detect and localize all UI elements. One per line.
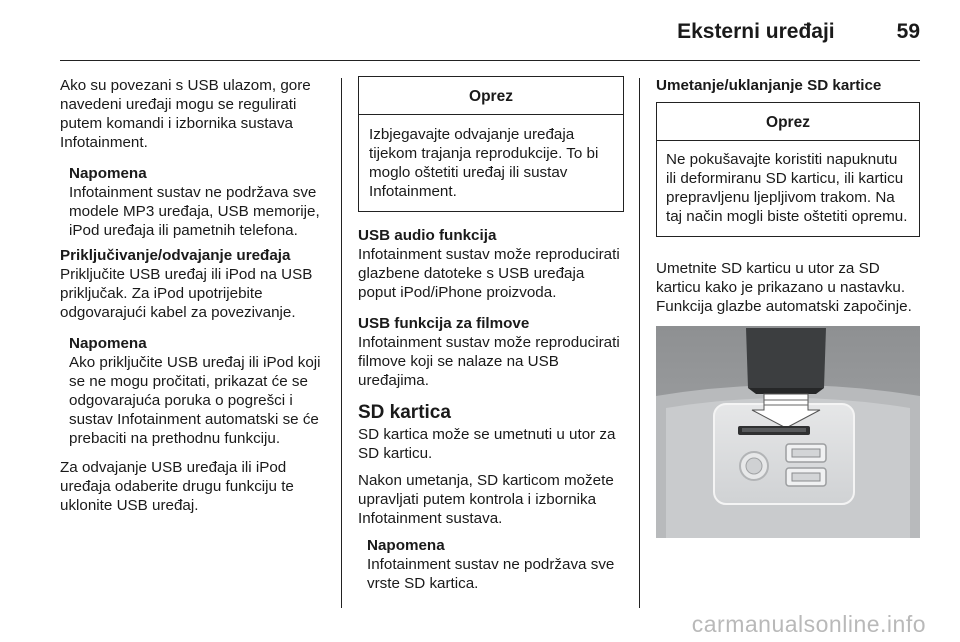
header-divider	[60, 60, 920, 61]
caution-box-playback	[358, 76, 624, 212]
sd-card-title: SD kartica	[358, 402, 451, 423]
sd-insert-paragraph: Umetnite SD karticu u utor za SD karticu kako je prikazano u nastavku. Funkcija glazbe automatski započinje.	[656, 260, 912, 315]
column-3	[656, 76, 920, 538]
column-divider-2	[639, 78, 640, 608]
usb-movie-paragraph: Infotainment sustav može reproducirati filmove koji se nalaze na USB uređajima.	[358, 334, 620, 389]
column-1	[60, 76, 326, 527]
column-2	[358, 76, 624, 599]
note-mp3-support	[60, 164, 326, 240]
caution-body: Izbjegavajte odvajanje uređaja tijekom trajanja reprodukcije. To bi moglo oštetiti uređaj ili sustav Infotainment.	[369, 126, 599, 200]
page-title: Eksterni uređaji	[677, 20, 835, 43]
sd-card-paragraph-2: Nakon umetanja, SD karticom možete upravljati putem kontrola i izbornika Infotainment sustava.	[358, 472, 614, 527]
sd-card-slot-illustration	[656, 326, 920, 538]
usb-audio-heading: USB audio funkcija	[358, 227, 497, 244]
connect-heading: Priključivanje/odvajanje uređaja	[60, 247, 291, 264]
caution-body: Ne pokušavajte koristiti napuknutu ili deformiranu SD karticu, ili karticu prepravljenu ljepljivom trakom. Na taj način mogli biste oštetiti opremu.	[666, 151, 908, 225]
usb-audio-paragraph: Infotainment sustav može reproducirati glazbene datoteke s USB uređaja poput iPod/iPhone proizvoda.	[358, 246, 620, 301]
note-body: Infotainment sustav ne podržava sve vrste SD kartica.	[367, 556, 615, 592]
caution-box-damaged-card	[656, 102, 920, 237]
caution-title: Oprez	[657, 103, 919, 141]
watermark: carmanualsonline.info	[691, 611, 926, 637]
note-body: Ako priključite USB uređaj ili iPod koji se ne mogu pročitati, prikazat će se odgovarajuća poruka o pogrešci i sustav Infotainment automatski se će prebaciti na prethodnu funkciju.	[69, 354, 321, 447]
intro-paragraph: Ako su povezani s USB ulazom, gore navedeni uređaji mogu se regulirati putem komandi i izbornika sustava Infotainment.	[60, 77, 311, 151]
caution-title: Oprez	[359, 77, 623, 115]
note-title: Napomena	[367, 537, 445, 554]
connect-paragraph: Priključite USB uređaj ili iPod na USB priključak. Za iPod upotrijebite odgovarajući kabel za povezivanje.	[60, 266, 313, 321]
sd-insert-heading: Umetanje/uklanjanje SD kartice	[656, 77, 882, 94]
note-unreadable-device	[60, 334, 326, 448]
disconnect-paragraph: Za odvajanje USB uređaja ili iPod uređaja odaberite drugu funkciju te uklonite USB uređaj.	[60, 459, 294, 514]
note-title: Napomena	[69, 165, 147, 182]
note-body: Infotainment sustav ne podržava sve modele MP3 uređaja, USB memorije, iPod uređaja ili pametnih telefona.	[69, 184, 320, 239]
note-title: Napomena	[69, 335, 147, 352]
column-divider-1	[341, 78, 342, 608]
page-header	[60, 14, 920, 50]
usb-movie-heading: USB funkcija za filmove	[358, 315, 530, 332]
page-number: 59	[896, 20, 920, 43]
note-sd-support	[358, 536, 624, 593]
sd-card-paragraph-1: SD kartica može se umetnuti u utor za SD karticu.	[358, 426, 616, 462]
sd-card-slot-illustration-art	[656, 326, 920, 538]
